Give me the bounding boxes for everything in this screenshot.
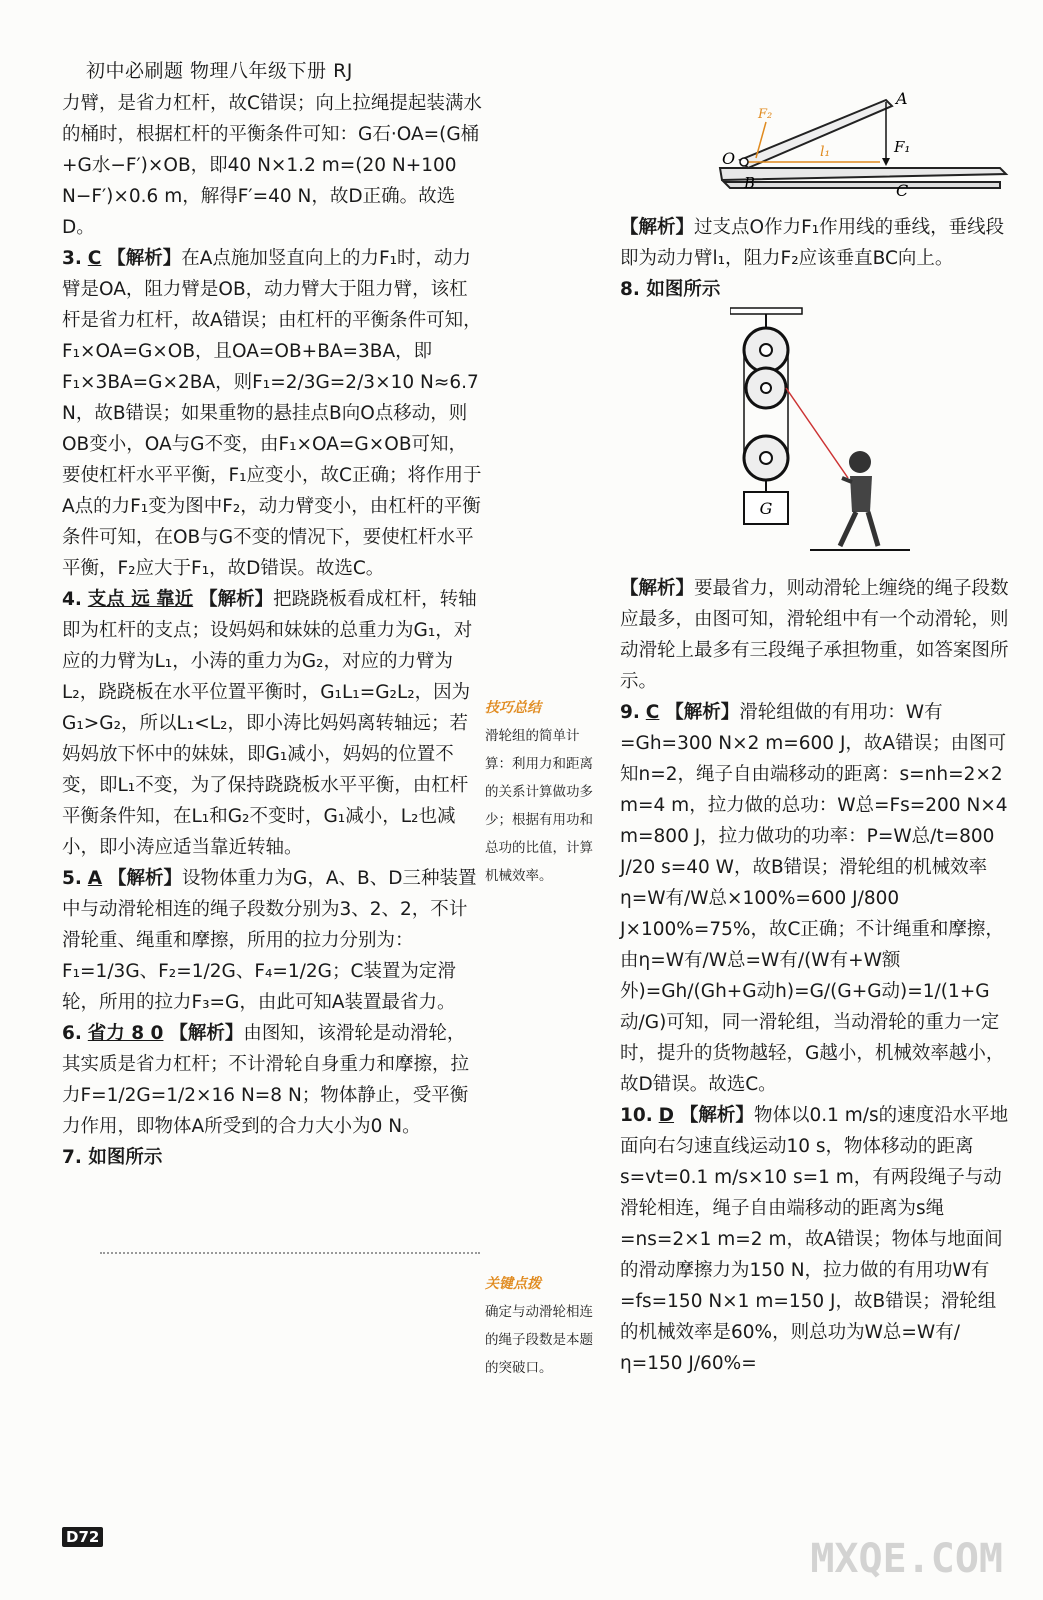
q8-analysis: 【解析】要最省力，则动滑轮上缠绕的绳子段数应最多，由图可知，滑轮组中有一个动滑轮，则动滑轮上最多有三段绳子承担物重，如答案图所示。	[620, 578, 1009, 692]
pivot-O	[740, 158, 748, 166]
pulley-axle	[760, 452, 772, 464]
pull-rope	[786, 388, 848, 478]
continued-paragraph: 力臂，是省力杠杆，故C错误；向上拉绳提起装满水的桶时，根据杠杆的平衡条件可知：G石·OA=(G桶+G水−F′)×OB，即40 N×1.2 m=(20 N+100 N−F′)×0.6 m，解得F′=40 N，故D正确。故选D。	[62, 93, 482, 238]
answer: C	[87, 248, 102, 269]
person-leg	[868, 512, 878, 546]
lever-base	[720, 168, 1006, 180]
tip-title: 关键点拨	[485, 1276, 541, 1292]
watermark: MXQE.COM	[810, 1536, 1003, 1582]
lever-bottom-bar	[724, 182, 1000, 188]
pulley-axle	[760, 344, 772, 356]
answer: C	[645, 702, 660, 723]
question-9: 9. C 【解析】滑轮组做的有用功：W有=Gh=300 N×2 m=600 J，故A错误；由图可知n=2，绳子自由端移动的距离：s=nh=2×2 m=4 m，拉力做的总功：W总=Fs=200 N×4 m=800 J，拉力做功的功率：P=W总/t=800 J/20 s=40 W，故B错误；滑轮组的机械效率η=W有/W总×100%=600 J/800 J×100%=75%，故C正确；不计绳重和摩擦，由η=W有/W总=W有/(W有+W额外)=Gh/(Gh+G动h)=G/(G+G动)=1/(1+G动/G)可知，同一滑轮组，当动滑轮的重力一定时，提升的货物越轻，G越小，机械效率越小，故D错误。故选C。	[620, 702, 1008, 1095]
svg-text:C: C	[896, 181, 909, 200]
svg-text:O: O	[722, 149, 736, 168]
tip-box-1	[485, 694, 603, 890]
tip-box-2	[485, 1270, 603, 1382]
pulley-figure	[730, 300, 920, 562]
dotted-leader	[100, 1252, 480, 1254]
svg-text:F₂: F₂	[758, 107, 773, 122]
svg-text:A: A	[896, 89, 908, 108]
question-7: 7. 如图所示	[62, 1147, 163, 1168]
person-body	[850, 476, 872, 512]
tip-text: 确定与动滑轮相连的绳子段数是本题的突破口。	[485, 1304, 593, 1376]
left-column	[62, 88, 482, 1173]
question-4: 4. 支点 远 靠近 【解析】把跷跷板看成杠杆，转轴即为杠杆的支点；设妈妈和妹妹的总重力为G₁，对应的力臂为L₁，小涛的重力为G₂，对应的力臂为L₂，跷跷板在水平位置平衡时，G₁L₁=G₂L₂，因为G₁>G₂，所以L₁<L₂，即小涛比妈妈离转轴远；若妈妈放下怀中的妹妹，即G₁减小，妈妈的位置不变，即L₁不变，为了保持跷跷板水平平衡，由杠杆平衡条件知，在L₁和G₂不变时，G₁减小，L₂也减小，即小涛应适当靠近转轴。	[62, 589, 477, 858]
page-number: D72	[62, 1527, 103, 1547]
running-header: 初中必刷题 物理八年级下册 RJ	[86, 60, 353, 82]
question-6: 6. 省力 8 0 【解析】由图知，该滑轮是动滑轮，其实质是省力杠杆；不计滑轮自身重力和摩擦，拉力F=1/2G=1/2×16 N=8 N；物体静止，受平衡力作用，即物体A所受到的合力大小为0 N。	[62, 1023, 470, 1137]
person-head	[849, 451, 871, 473]
tip-text: 滑轮组的简单计算：利用力和距离的关系计算做功多少；根据有用功和总功的比值，计算机械效率。	[485, 728, 593, 884]
answer: 省力 8 0	[87, 1023, 164, 1044]
question-3: 3. C 【解析】在A点施加竖直向上的力F₁时，动力臂是OA，阻力臂是OB，动力臂大于阻力臂，该杠杆是省力杠杆，故A错误；由杠杆的平衡条件可知，F₁×OA=G×OB，且OA=OB+BA=3BA，即F₁×3BA=G×2BA，则F₁=2/3G=2/3×10 N≈6.7 N，故B错误；如果重物的悬挂点B向O点移动，则OB变小，OA与G不变，由F₁×OA=G×OB可知，要使杠杆水平平衡，F₁应变小，故C正确；将作用于A点的力F₁变为图中F₂，动力臂变小，由杠杆的平衡条件可知，在OB与G不变的情况下，要使杠杆水平平衡，F₂应大于F₁，故D错误。故选C。	[62, 248, 482, 579]
answer: 支点 远 靠近	[87, 589, 194, 610]
arrow-head	[882, 158, 890, 166]
answer: A	[87, 868, 103, 889]
question-8: 8. 如图所示	[620, 279, 721, 300]
svg-text:l₁: l₁	[820, 144, 831, 160]
ceiling-beam	[730, 308, 802, 314]
svg-text:B: B	[744, 174, 756, 192]
person-leg	[840, 512, 856, 546]
svg-text:F₁: F₁	[894, 138, 911, 156]
lever-figure	[700, 88, 1020, 208]
question-5: 5. A 【解析】设物体重力为G，A、B、D三种装置中与动滑轮相连的绳子段数分别为3、2、2，不计滑轮重、绳重和摩擦，所用的拉力分别为：F₁=1/3G、F₂=1/2G、F₄=1/2G；C装置为定滑轮，所用的拉力F₃=G，由此可知A装置最省力。	[62, 868, 477, 1013]
answer: D	[658, 1105, 675, 1126]
tip-title: 技巧总结	[485, 700, 541, 716]
pulley-axle	[761, 383, 771, 393]
q7-analysis: 【解析】过支点O作力F₁作用线的垂线，垂线段即为动力臂l₁，阻力F₂应该垂直BC向上。	[620, 217, 1005, 269]
svg-text:G: G	[759, 499, 773, 518]
question-10: 10. D 【解析】物体以0.1 m/s的速度沿水平地面向右匀速直线运动10 s，物体移动的距离s=vt=0.1 m/s×10 s=1 m，有两段绳子与动滑轮相连，绳子自由端移动的距离为s绳=ns=2×1 m=2 m，故A错误；物体与地面间的滑动摩擦力为150 N，拉力做的有用功W有=fs=150 N×1 m=150 J，故B错误；滑轮组的机械效率是60%，则总功为W总=W有/η=150 J/60%=	[620, 1105, 1009, 1374]
